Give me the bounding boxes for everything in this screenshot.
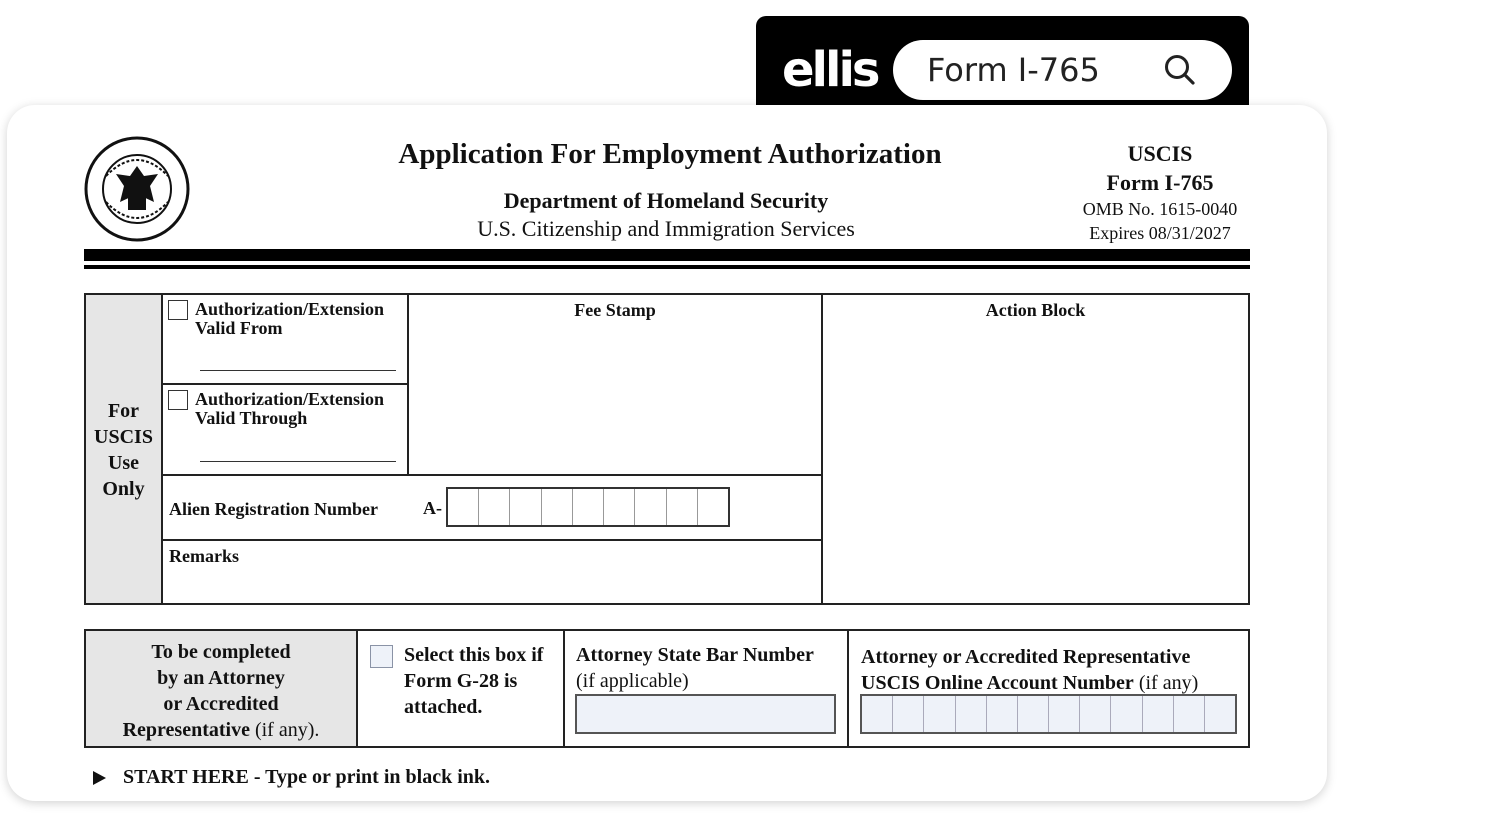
bar-number-label [576,642,814,694]
valid-through-checkbox[interactable] [168,390,188,410]
form-id-block [1060,139,1260,245]
attorney-side-bold: Representative [122,719,250,741]
header-rule-thin [84,265,1250,269]
a-prefix: A- [423,498,442,518]
brand-logo[interactable]: ellis [782,42,878,98]
form-title: Application For Employment Authorization [398,138,942,170]
uscis-use-side [84,293,163,605]
online-account-line: Attorney or Accredited Representative [861,646,1191,668]
side-label-line: Use [107,452,140,474]
valid-from-label [195,300,384,338]
start-here-instruction: START HERE - Type or print in black ink. [123,766,490,788]
online-account-title: USCIS Online Account Number [861,672,1134,694]
search-input[interactable] [927,50,1167,90]
valid-through-label-line: Authorization/Extension [195,389,385,409]
g28-label-line: Form G-28 is [404,670,518,692]
online-account-label [861,644,1198,696]
attorney-side [84,629,358,748]
valid-from-checkbox[interactable] [168,300,188,320]
expiry-date: Expires 08/31/2027 [1089,223,1231,243]
g28-label [404,642,543,720]
bar-number-title: Attorney State Bar Number [576,644,814,666]
header-rule-thick [84,249,1250,261]
agency-short: USCIS [1127,141,1193,166]
online-account-note: (if any) [1133,672,1199,694]
action-block-cell [821,293,1250,605]
omb-number: OMB No. 1615-0040 [1082,199,1238,219]
play-arrow-icon [91,770,107,786]
bar-number-input[interactable] [575,694,836,734]
bar-number-note: (if applicable) [576,670,689,692]
valid-from-line[interactable] [200,370,396,371]
attorney-side-line: To be completed [151,641,291,663]
valid-through-line[interactable] [200,461,396,462]
valid-through-label [195,390,384,428]
remarks-label: Remarks [169,546,239,566]
search-field[interactable] [893,40,1232,100]
g28-label-line: Select this box if [404,644,544,666]
form-number: Form I-765 [1106,170,1214,195]
attorney-side-line: by an Attorney [157,667,285,689]
attorney-side-line: or Accredited [163,693,279,715]
department-name: Department of Homeland Security [503,188,829,213]
fee-stamp-label: Fee Stamp [574,300,656,320]
remarks-cell[interactable] [161,539,823,605]
alien-reg-label: Alien Registration Number [169,499,378,519]
valid-through-label-line: Valid Through [195,408,308,428]
agency-name: U.S. Citizenship and Immigration Services [477,216,855,241]
dhs-seal-icon [84,136,190,242]
attorney-side-rest: (if any). [249,719,320,741]
search-icon[interactable] [1163,53,1197,87]
valid-from-label-line: Valid From [195,318,283,338]
g28-label-line: attached. [404,696,483,718]
alien-reg-input[interactable] [446,487,730,527]
action-block-label: Action Block [985,300,1086,320]
g28-checkbox[interactable] [370,645,393,668]
side-label-line: For [107,400,140,422]
valid-from-label-line: Authorization/Extension [195,299,385,319]
online-account-input[interactable] [860,694,1237,734]
side-label-line: Only [102,478,145,500]
side-label-line: USCIS [94,426,153,448]
attorney-side-line-last [86,717,356,743]
